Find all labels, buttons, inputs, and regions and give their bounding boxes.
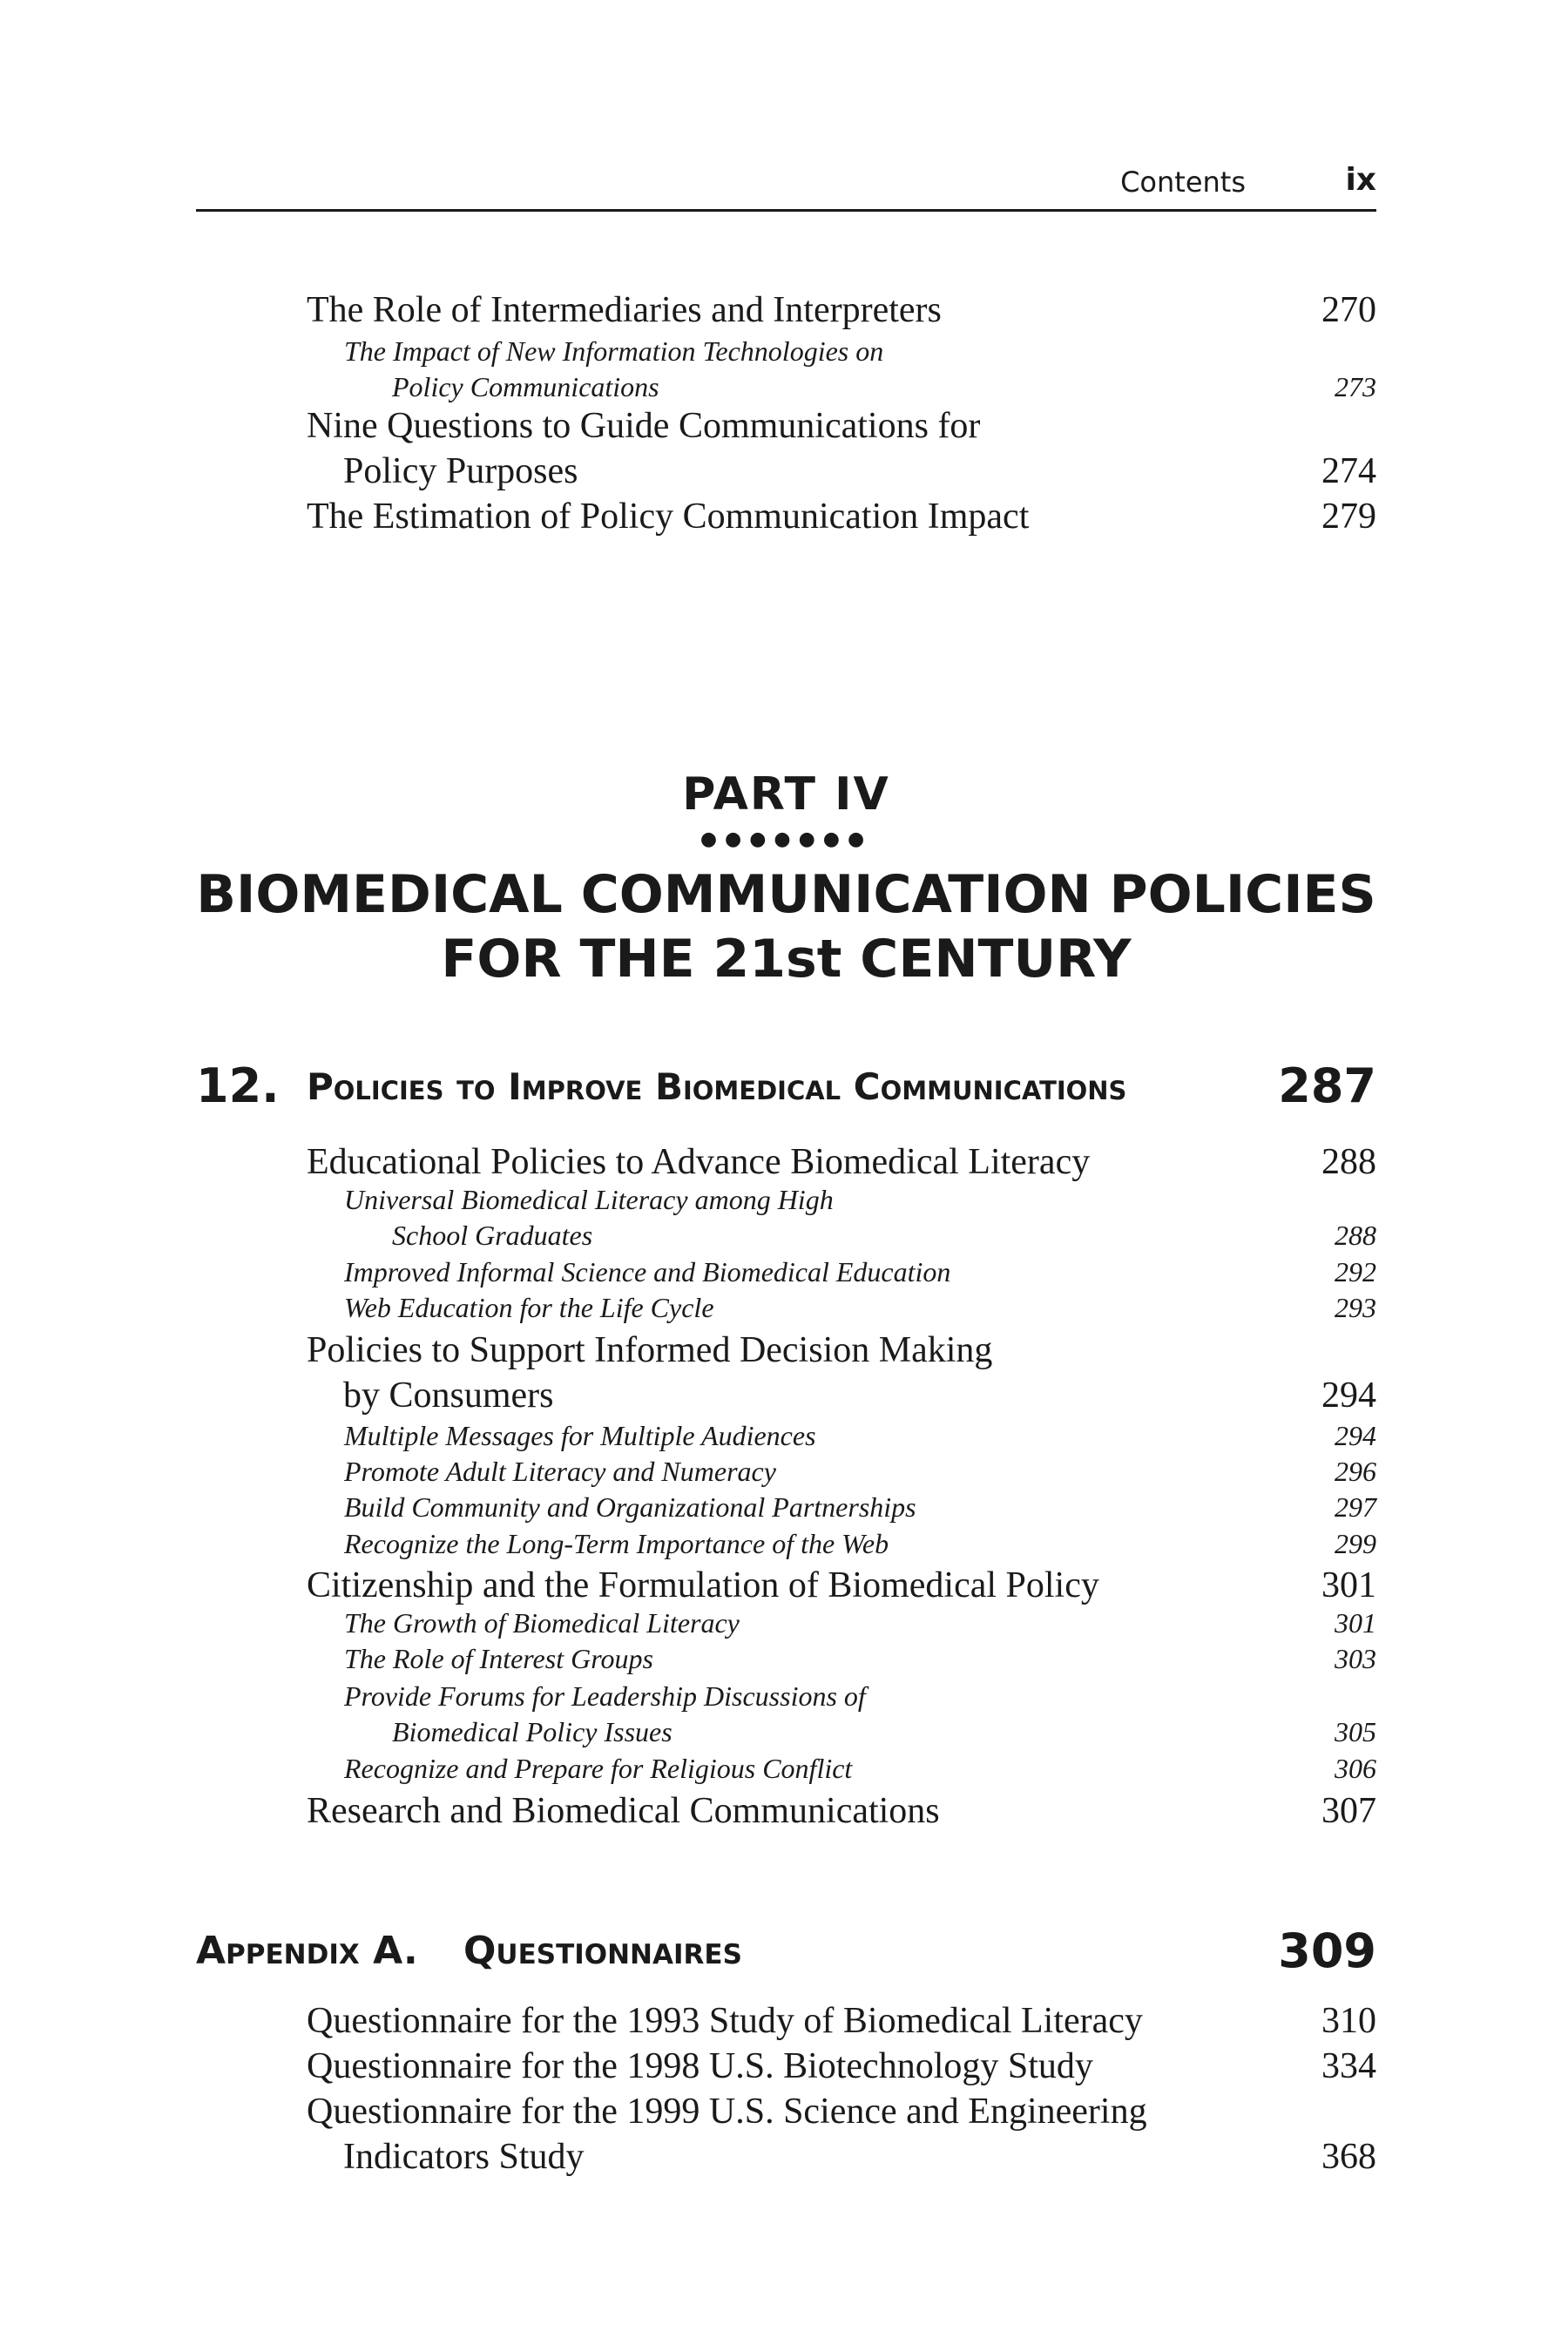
toc-entry-page: 301 (1321, 1565, 1376, 1605)
toc-subentry-page: 305 (1335, 1716, 1376, 1747)
toc-entry-page: 334 (1321, 2046, 1376, 2086)
toc-entry[interactable] (307, 1563, 1376, 1608)
toc-entry-page: 288 (1321, 1142, 1376, 1182)
appendix-label: Appendix A. (196, 1929, 418, 1973)
appendix-heading[interactable] (196, 1923, 1376, 1988)
toc-entry-title: Educational Policies to Advance Biomedical Literacy (307, 1142, 1091, 1182)
toc-subentry[interactable] (344, 1679, 1376, 1713)
toc-subentry-page: 296 (1335, 1456, 1376, 1487)
toc-entry-title: Research and Biomedical Communications (307, 1791, 940, 1831)
toc-subentry[interactable] (344, 334, 1376, 368)
part-title-line-1: BIOMEDICAL COMMUNICATION POLICIES (196, 864, 1376, 925)
toc-subentry-continuation[interactable] (344, 369, 1376, 404)
toc-entry-title: Policy Purposes (343, 451, 578, 491)
toc-subentry[interactable] (344, 1182, 1376, 1217)
appendix-page: 309 (1278, 1923, 1376, 1978)
toc-entry-title: by Consumers (343, 1375, 554, 1416)
toc-subentry-title: Web Education for the Life Cycle (344, 1292, 714, 1323)
toc-entry-page: 307 (1321, 1791, 1376, 1831)
toc-entry-title: Questionnaire for the 1993 Study of Biomedical Literacy (307, 2001, 1143, 2041)
toc-subentry-title: Promote Adult Literacy and Numeracy (344, 1456, 776, 1487)
toc-subentry-title: Improved Informal Science and Biomedical Education (344, 1256, 951, 1288)
running-header-section: Contents (1120, 166, 1246, 199)
part-heading (196, 767, 1376, 991)
toc-subentry-title: Build Community and Organizational Partnerships (344, 1491, 916, 1523)
toc-subentry-page: 293 (1335, 1292, 1376, 1323)
toc-entry[interactable] (307, 1328, 1376, 1373)
toc-subentry-title: Provide Forums for Leadership Discussions of (344, 1680, 866, 1712)
toc-entry[interactable] (307, 1998, 1376, 2044)
toc-entry[interactable] (307, 403, 1376, 449)
toc-subentry[interactable] (344, 1490, 1376, 1524)
part-label: PART IV (682, 768, 890, 821)
toc-subentry-title: Universal Biomedical Literacy among High (344, 1184, 834, 1215)
toc-subentry-title: Multiple Messages for Multiple Audiences (344, 1420, 816, 1451)
toc-subentry-page: 303 (1335, 1643, 1376, 1674)
toc-subentry-title: The Impact of New Information Technologies on (344, 335, 884, 367)
toc-entry-title: Policies to Support Informed Decision Making (307, 1330, 993, 1370)
toc-subentry[interactable] (344, 1526, 1376, 1561)
toc-subentry-page: 273 (1335, 371, 1376, 402)
chapter-heading[interactable] (196, 1058, 1376, 1119)
toc-subentry-page: 294 (1335, 1420, 1376, 1451)
toc-subentry[interactable] (344, 1641, 1376, 1676)
toc-subentry-title: Biomedical Policy Issues (392, 1716, 672, 1747)
toc-subentry-page: 288 (1335, 1220, 1376, 1251)
toc-subentry-page: 301 (1335, 1607, 1376, 1639)
chapter-page: 287 (1278, 1058, 1376, 1113)
toc-entry-title: Indicators Study (343, 2137, 585, 2177)
toc-subentry[interactable] (344, 1290, 1376, 1325)
toc-subentry[interactable] (344, 1254, 1376, 1289)
toc-subentry-page: 292 (1335, 1256, 1376, 1288)
toc-entry[interactable] (307, 1788, 1376, 1834)
toc-subentry[interactable] (344, 1418, 1376, 1453)
part-title-line-2: FOR THE 21st CENTURY (441, 929, 1132, 990)
part-ornament-dots: ●●●●●●● (700, 828, 873, 850)
toc-entry-continuation[interactable] (307, 1373, 1376, 1418)
toc-entry[interactable] (307, 1139, 1376, 1185)
toc-subentry-page: 297 (1335, 1491, 1376, 1523)
toc-subentry[interactable] (344, 1751, 1376, 1786)
toc-subentry-page: 299 (1335, 1528, 1376, 1559)
toc-entry-title: Questionnaire for the 1999 U.S. Science and Engineering (307, 2092, 1147, 2132)
toc-entry[interactable] (307, 2044, 1376, 2089)
chapter-title: Policies to Improve Biomedical Communications (307, 1065, 1127, 1108)
toc-subentry[interactable] (344, 1605, 1376, 1640)
toc-subentry-page: 306 (1335, 1753, 1376, 1784)
toc-entry-title: The Estimation of Policy Communication Impact (307, 497, 1030, 537)
toc-subentry-continuation[interactable] (344, 1714, 1376, 1749)
toc-subentry-title: Recognize and Prepare for Religious Conflict (344, 1753, 853, 1784)
toc-entry-page: 294 (1321, 1375, 1376, 1416)
toc-entry-title: Questionnaire for the 1998 U.S. Biotechnology Study (307, 2046, 1093, 2086)
toc-entry-continuation[interactable] (307, 2134, 1376, 2180)
toc-entry-page: 270 (1321, 290, 1376, 330)
toc-entry[interactable] (307, 494, 1376, 539)
toc-subentry-title: The Growth of Biomedical Literacy (344, 1607, 740, 1639)
running-header (196, 155, 1376, 212)
toc-subentry-title: Recognize the Long-Term Importance of the Web (344, 1528, 889, 1559)
chapter-number: 12. (196, 1058, 280, 1113)
toc-entry-page: 310 (1321, 2001, 1376, 2041)
toc-entry-title: Nine Questions to Guide Communications for (307, 406, 981, 446)
toc-entry-continuation[interactable] (307, 449, 1376, 494)
toc-subentry-continuation[interactable] (344, 1218, 1376, 1253)
toc-subentry[interactable] (344, 1454, 1376, 1489)
toc-subentry-title: Policy Communications (392, 371, 659, 402)
toc-entry-title: Citizenship and the Formulation of Biomedical Policy (307, 1565, 1099, 1605)
page-number: ix (1345, 162, 1376, 198)
toc-entry-page: 274 (1321, 451, 1376, 491)
toc-subentry-title: The Role of Interest Groups (344, 1643, 653, 1674)
toc-entry[interactable] (307, 2089, 1376, 2134)
toc-subentry-title: School Graduates (392, 1220, 593, 1251)
appendix-title: Questionnaires (463, 1929, 742, 1973)
toc-entry[interactable] (307, 287, 1376, 333)
toc-entry-page: 279 (1321, 497, 1376, 537)
toc-entry-page: 368 (1321, 2137, 1376, 2177)
toc-entry-title: The Role of Intermediaries and Interpreters (307, 290, 942, 330)
